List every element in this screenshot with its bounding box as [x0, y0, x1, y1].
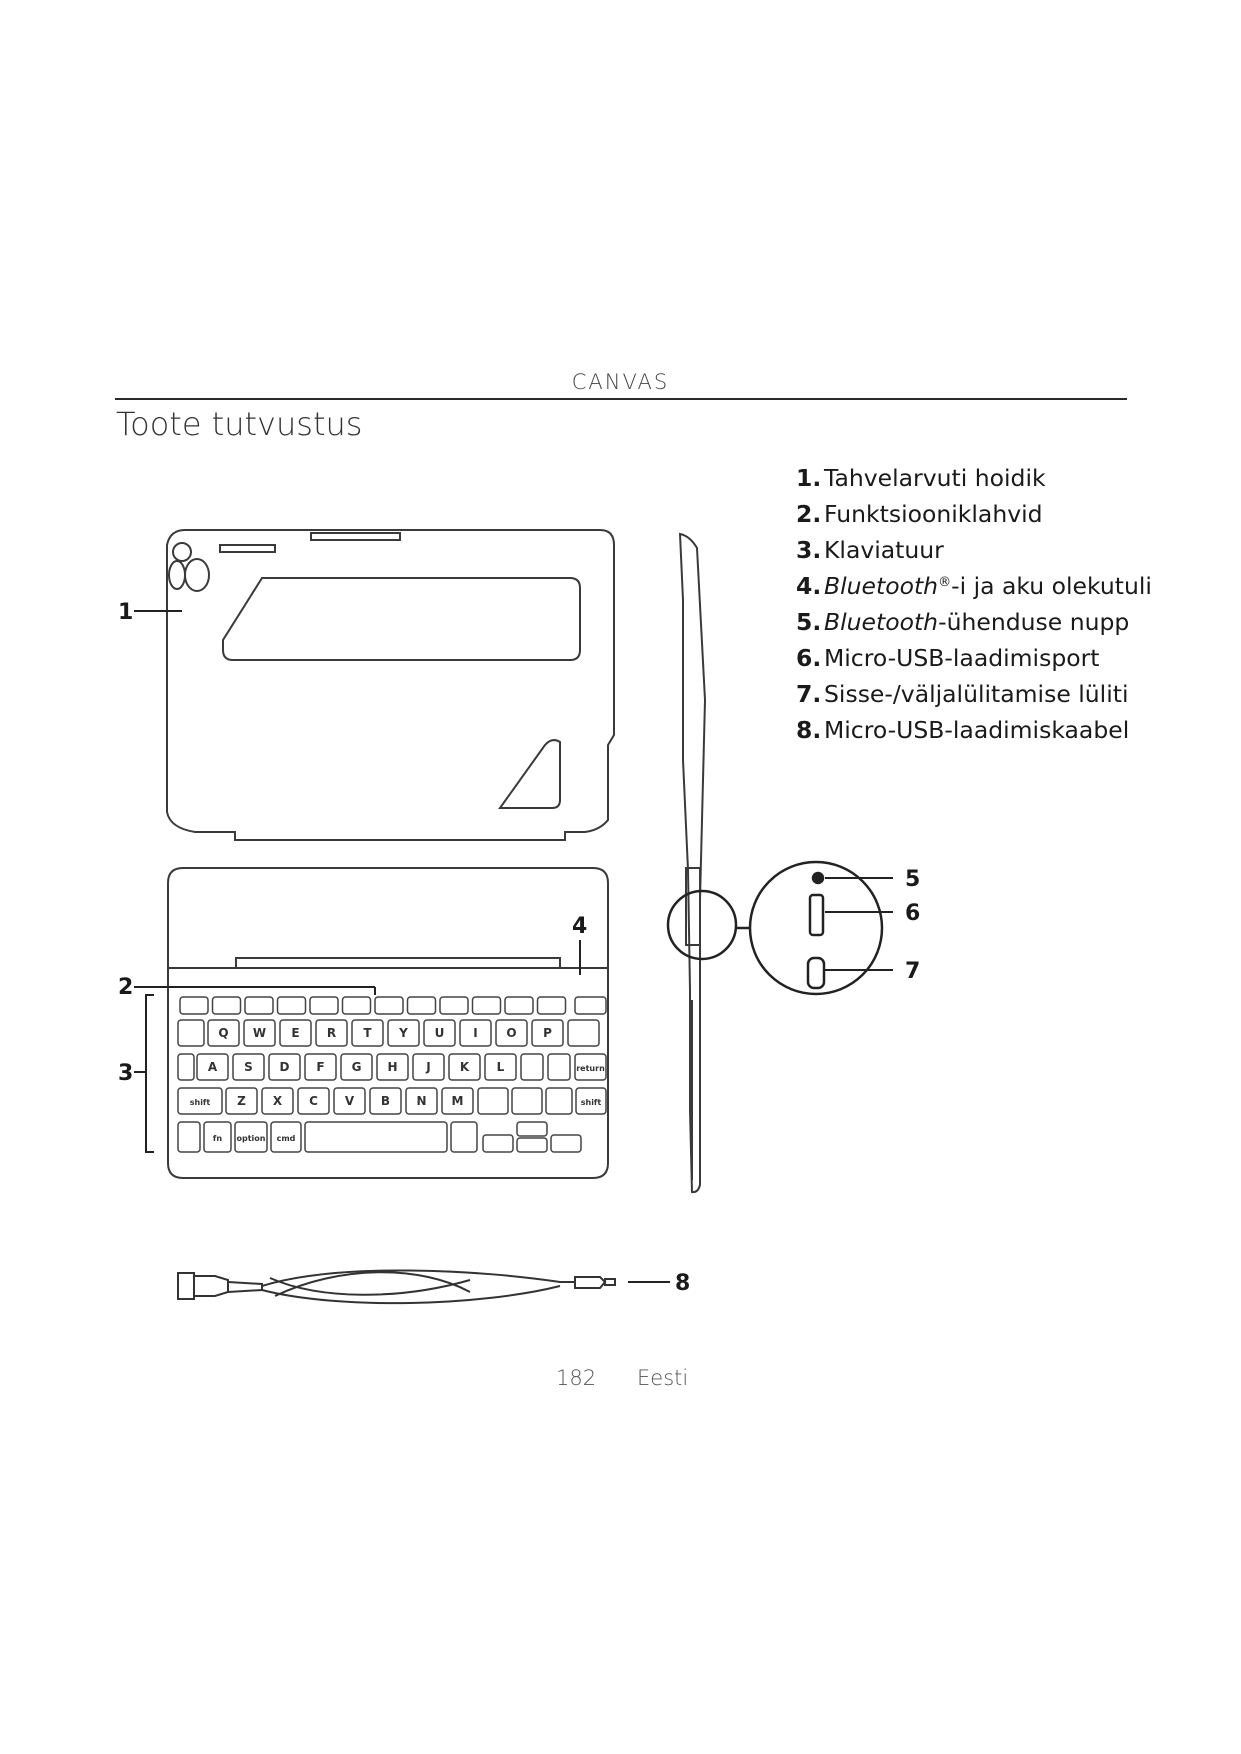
callout-3: 3: [118, 1061, 134, 1086]
home-key: [451, 1122, 477, 1152]
key-l-label: L: [496, 1060, 505, 1074]
part-item-8: 8. Micro-USB-laadimiskaabel: [796, 716, 1130, 744]
caps-key: [178, 1054, 194, 1080]
tablet-slot: [236, 958, 560, 968]
key-b-label: B: [380, 1094, 391, 1108]
arrow-right-key: [551, 1135, 581, 1152]
key-q-label: Q: [218, 1026, 229, 1040]
key-s-label: S: [244, 1060, 253, 1074]
function-key: [505, 997, 533, 1014]
key-slash: [546, 1088, 572, 1114]
usb-cable: [178, 1270, 615, 1303]
key-z-label: Z: [237, 1094, 246, 1108]
keyboard-keys: [178, 997, 606, 1152]
function-key: [408, 997, 436, 1014]
key-x-label: X: [272, 1094, 283, 1108]
key-semicolon: [521, 1054, 543, 1080]
holder-cutout-top: [223, 578, 580, 660]
ctrl-key: [178, 1122, 200, 1152]
key-g-label: G: [351, 1060, 362, 1074]
function-key: [213, 997, 241, 1014]
key-n-label: N: [416, 1094, 427, 1108]
function-key: [343, 997, 371, 1014]
key-j-label: J: [426, 1060, 431, 1074]
function-key: [278, 997, 306, 1014]
key-m-label: M: [451, 1094, 464, 1108]
key-a-label: A: [207, 1060, 218, 1074]
key-k-label: K: [459, 1060, 470, 1074]
part-item-2: 2. Funktsiooniklahvid: [796, 500, 1043, 528]
function-key-lock: [575, 997, 606, 1014]
callout-2: 2: [118, 975, 134, 1000]
arrow-down-key: [517, 1138, 547, 1152]
key-p-label: P: [543, 1026, 552, 1040]
part-item-3: 3. Klaviatuur: [796, 536, 944, 564]
callout-6: 6: [905, 901, 921, 926]
part-item-4: 4. Bluetooth®-i ja aku olekutuli: [796, 572, 1152, 600]
callout-8: 8: [675, 1271, 691, 1296]
function-key: [245, 997, 273, 1014]
key-r-label: R: [326, 1026, 337, 1040]
option-key-label: option: [236, 1134, 266, 1143]
key-t-label: T: [363, 1026, 372, 1040]
function-key: [180, 997, 208, 1014]
key-period: [512, 1088, 542, 1114]
function-key: [375, 997, 403, 1014]
key-quote: [548, 1054, 570, 1080]
callout-4: 4: [572, 914, 588, 939]
arrow-left-key: [483, 1135, 513, 1152]
function-key: [538, 997, 566, 1014]
page-number: 182: [556, 1366, 597, 1390]
cmd-key-label: cmd: [276, 1134, 296, 1143]
callout-7: 7: [905, 959, 921, 984]
key-comma: [478, 1088, 508, 1114]
function-key: [310, 997, 338, 1014]
key-d-label: D: [279, 1060, 290, 1074]
brand-header: CANVAS: [571, 370, 670, 394]
holder-cutout-corner: [500, 740, 560, 808]
footer-language: Eesti: [637, 1366, 689, 1390]
key-h-label: H: [387, 1060, 398, 1074]
tab-key: [178, 1020, 204, 1046]
arrow-up-key: [517, 1122, 547, 1136]
key-i-label: I: [473, 1026, 478, 1040]
key-u-label: U: [434, 1026, 445, 1040]
function-key: [473, 997, 501, 1014]
fn-key-label: fn: [212, 1134, 223, 1143]
key-w-label: W: [252, 1026, 267, 1040]
shift-key-left-label: shift: [189, 1098, 211, 1107]
space-key: [305, 1122, 447, 1152]
enter-key-label: return: [576, 1064, 605, 1073]
key-brace-open: [568, 1020, 599, 1046]
function-key: [440, 997, 468, 1014]
key-c-label: C: [309, 1094, 318, 1108]
key-v-label: V: [344, 1094, 355, 1108]
callout-1: 1: [118, 600, 134, 625]
key-y-label: Y: [399, 1026, 408, 1040]
key-e-label: E: [291, 1026, 300, 1040]
key-o-label: O: [506, 1026, 517, 1040]
page-title: Toote tutvustus: [116, 405, 363, 443]
key-f-label: F: [316, 1060, 325, 1074]
part-item-6: 6. Micro-USB-laadimisport: [796, 644, 1100, 672]
side-profile: [680, 534, 705, 1192]
part-item-5: 5. Bluetooth-ühenduse nupp: [796, 608, 1130, 636]
shift-key-right-label: shift: [580, 1098, 602, 1107]
part-item-1: 1. Tahvelarvuti hoidik: [796, 464, 1046, 492]
part-item-7: 7. Sisse-/väljalülitamise lüliti: [796, 680, 1129, 708]
callout-5: 5: [905, 867, 921, 892]
tablet-holder: [167, 530, 614, 840]
